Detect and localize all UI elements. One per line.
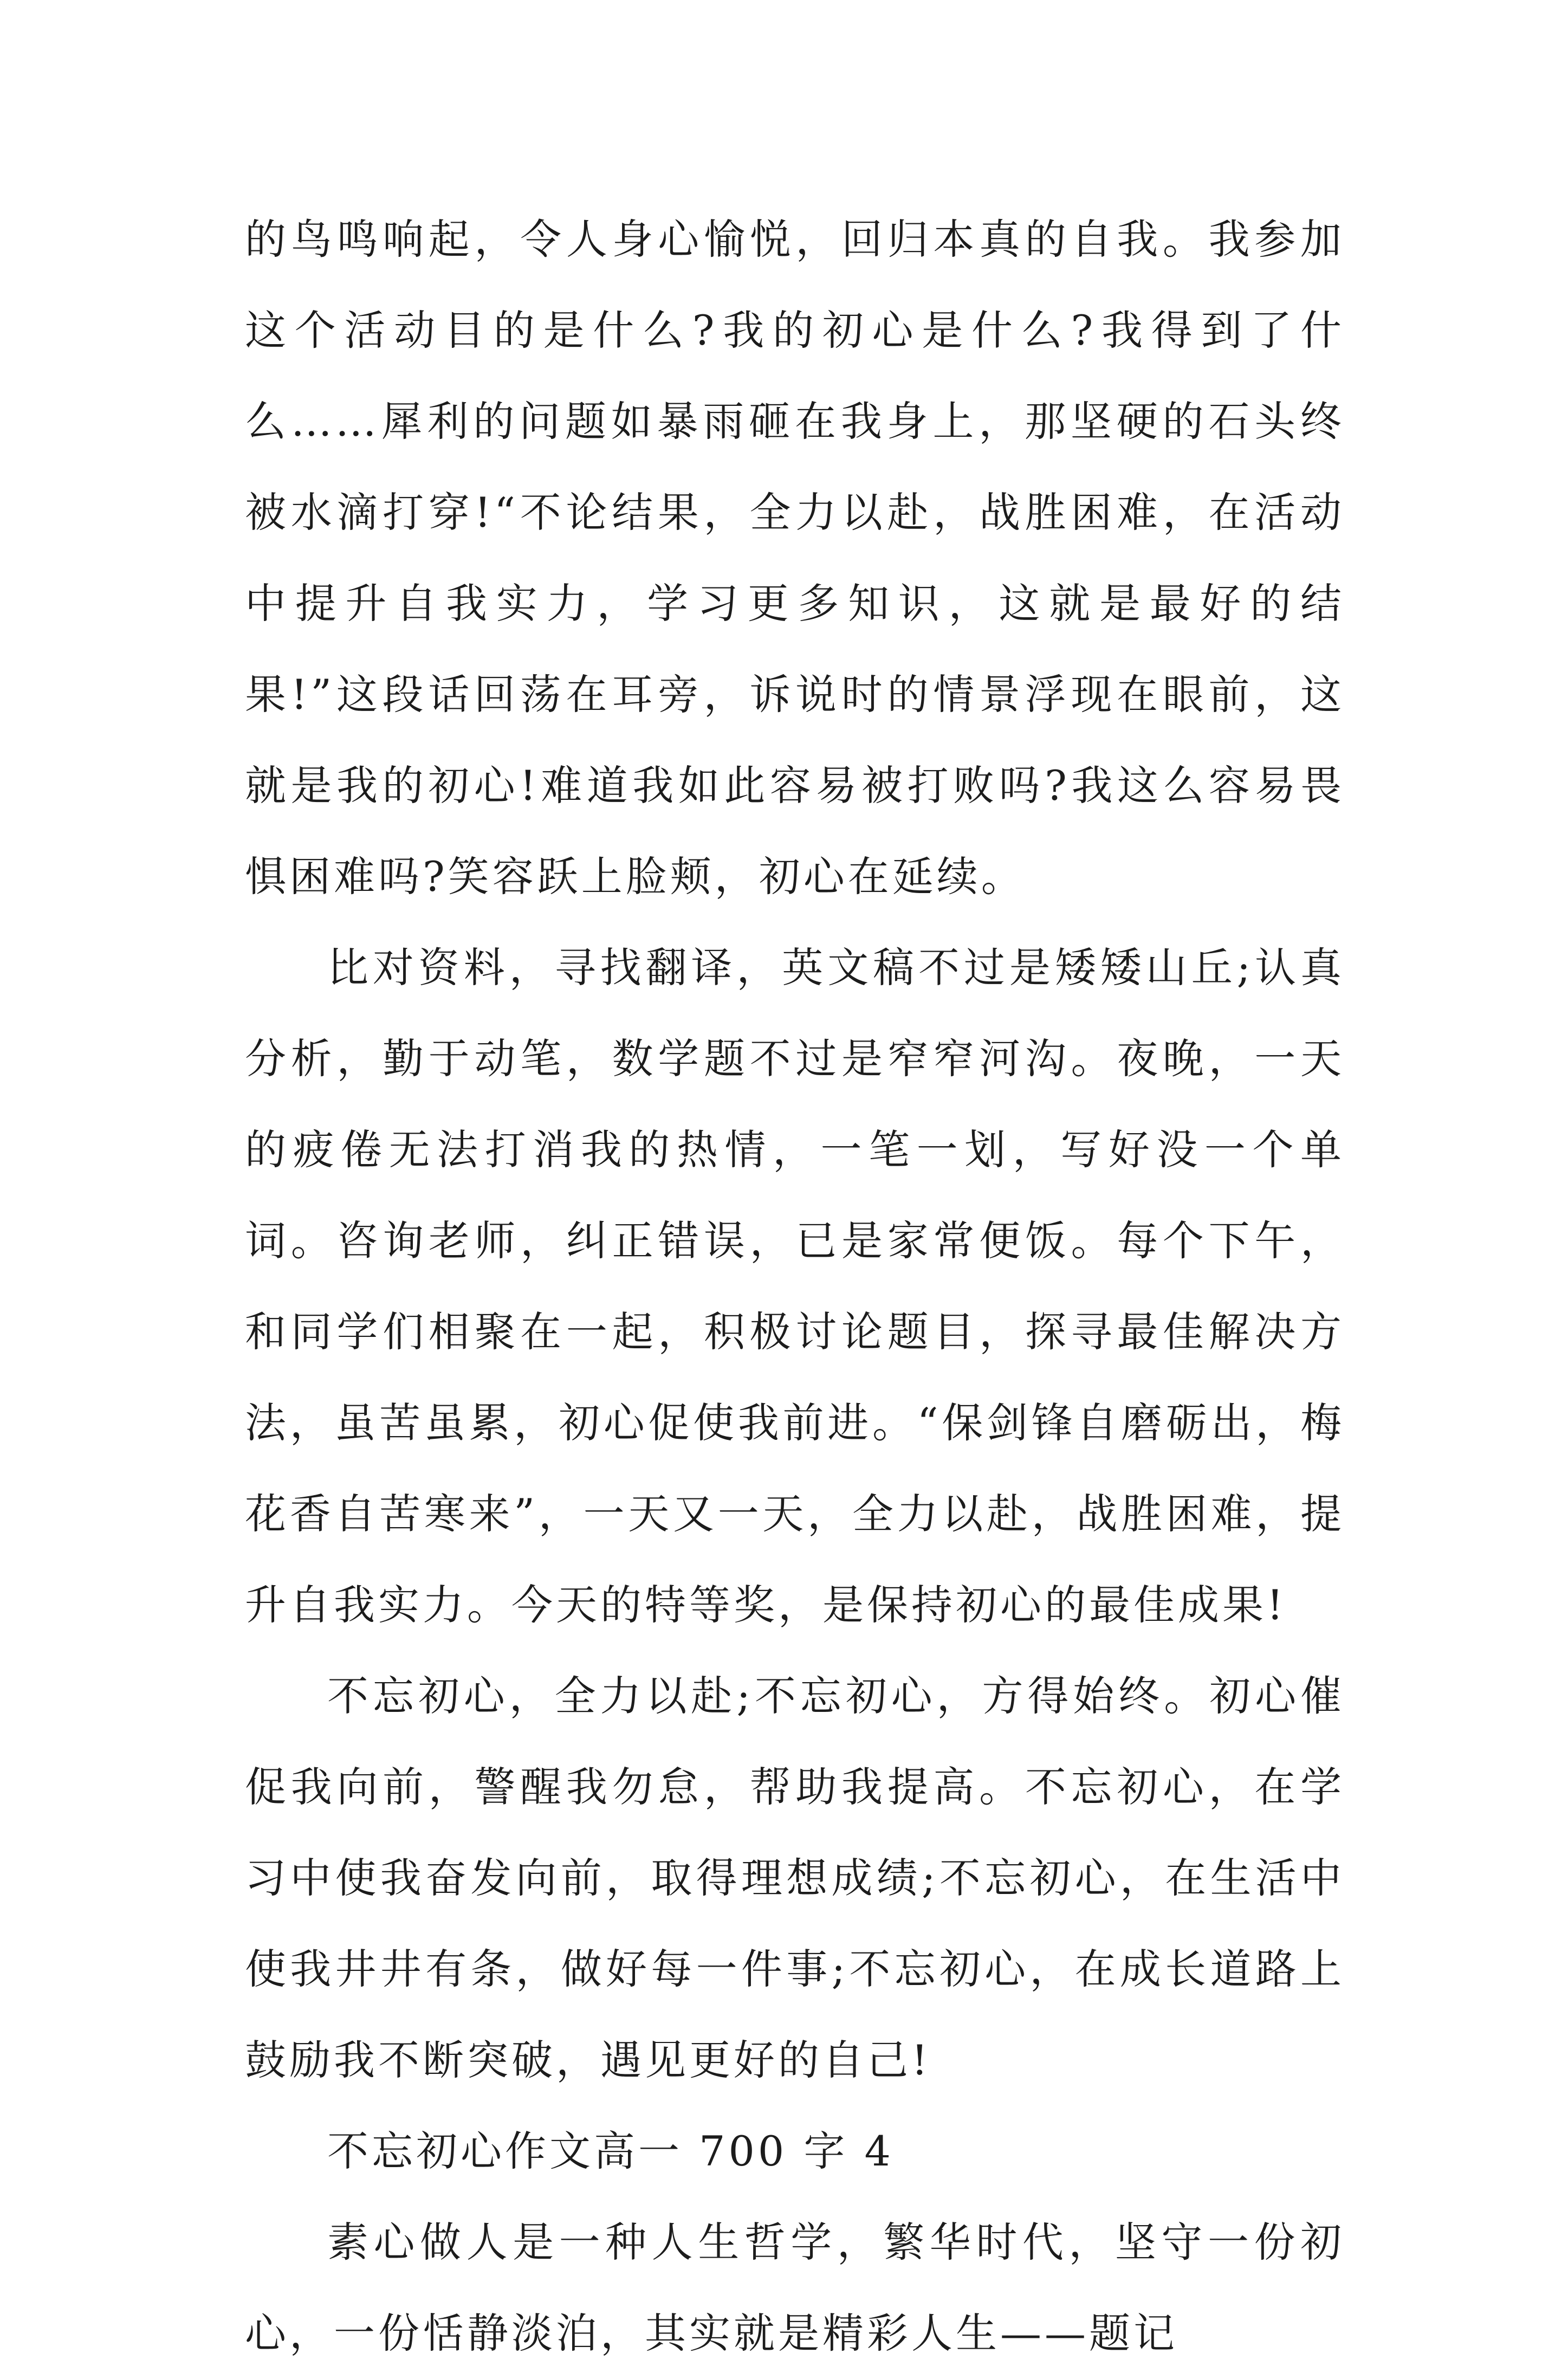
paragraph-2: 比对资料，寻找翻译，英文稿不过是矮矮山丘;认真分析，勤于动笔，数学题不过是窄窄河沟。夜晚，一天的疲倦无法打消我的热情，一笔一划，写好没一个单词。咨询老师，纠正错误，已是家常便饭。每个下午，和同学们相聚在一起，积极讨论题目，探寻最佳解决方法，虽苦虽累，初心促使我前进。“保剑锋自磨砺出，梅花香自苦寒来”，一天又一天，全力以赴，战胜困难，提升自我实力。今天的特等奖，是保持初心的最佳成果!: [245, 943, 1345, 1629]
paragraph-1: 的鸟鸣响起，令人身心愉悦，回归本真的自我。我参加这个活动目的是什么?我的初心是什么?我得到了什么……犀利的问题如暴雨砸在我身上，那坚硬的石头终被水滴打穿!“不论结果，全力以赴，战胜困难，在活动中提升自我实力，学习更多知识，这就是最好的结果!”这段话回荡在耳旁，诉说时的情景浮现在眼前，这就是我的初心!难道我如此容易被打败吗?我这么容易畏惧困难吗?笑容跃上脸颊，初心在延续。: [245, 215, 1345, 901]
essay-heading: 不忘初心作文高一 700 字 4: [327, 2127, 894, 2175]
paragraph-5: 素心做人是一种人生哲学，繁华时代，坚守一份初心，一份恬静淡泊，其实就是精彩人生——题记: [245, 2218, 1345, 2357]
paragraph-3: 不忘初心，全力以赴;不忘初心，方得始终。初心催促我向前，警醒我勿怠，帮助我提高。不忘初心，在学习中使我奋发向前，取得理想成绩;不忘初心，在生活中使我井井有条，做好每一件事;不忘初心，在成长道路上鼓励我不断突破，遇见更好的自己!: [245, 1672, 1345, 2084]
document-body: [245, 194, 1345, 2379]
